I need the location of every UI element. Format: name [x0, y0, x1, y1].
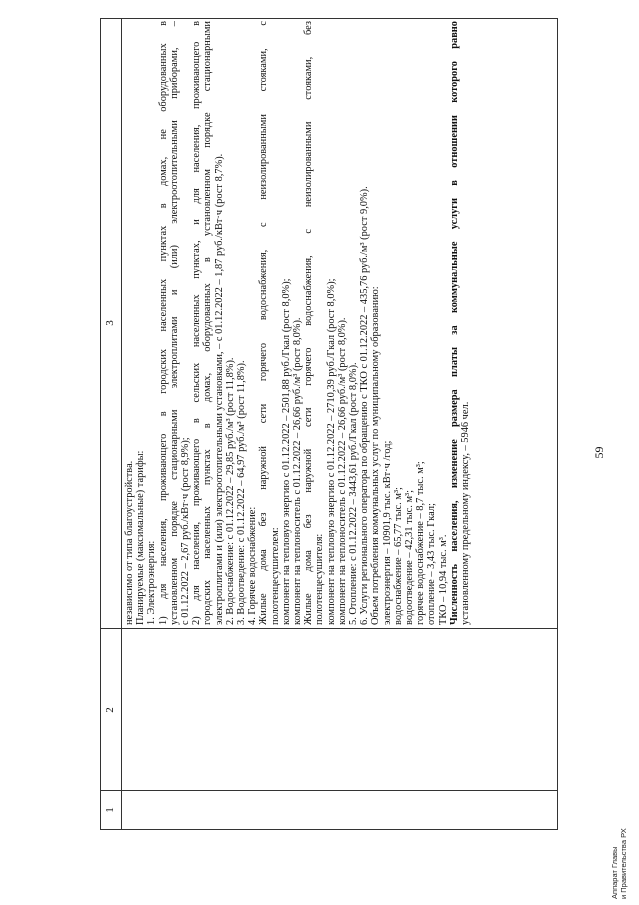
stamp-line: и Правительства РХ — [619, 828, 628, 899]
text-line: Объем потребления коммунальных услуг по муниципальному образованию: — [370, 286, 382, 625]
text-line: Жилые дома без наружной сети горячего водоснабжения, с неизолированными стояками, без — [303, 21, 315, 625]
text-line: компонент на тепловую энергию с 01.12.2022 – 2501,88 руб./Гкал (рост 8,0%); — [280, 278, 292, 625]
column-divider — [101, 790, 557, 791]
text-line: 5. Отопление: с 01.12.2022 – 3443,61 руб./Гкал (рост 8,0%). — [348, 362, 360, 625]
text-line: установленном порядке стационарными электроплитами и (или) электроотопительными приборами, – — [168, 21, 180, 625]
text-line: независимо от типа благоустройства. — [124, 460, 135, 625]
text-line: с 01.12.2022 – 2,67 руб./кВт·ч (рост 8,9%); — [180, 437, 192, 625]
text-line: установленному предельному индексу, – 5946 чел. — [460, 401, 472, 625]
text-line: 3. Водоотведение: с 01.12.2022 – 64,97 руб./м³ (рост 11,8%). — [236, 360, 248, 625]
text-line: Планируемые (максимальные) тарифы: — [135, 450, 147, 625]
cell-text-column-3 — [124, 21, 471, 625]
tariff-table — [100, 18, 558, 830]
text-line: отопление – 3,43 тыс. Гкал; — [426, 503, 438, 625]
text-line: Жилые дома без наружной сети горячего водоснабжения, с неизолированными стояками, с — [258, 21, 270, 625]
text-line: водоснабжение – 65,77 тыс. м³; — [392, 487, 404, 625]
text-line: компонент на теплоноситель с 01.12.2022 – 26,66 руб./м³ (рост 8,0%). — [336, 317, 348, 625]
text-line: полотенцесушителем: — [269, 527, 281, 625]
column-header-1: 1 — [104, 807, 116, 813]
text-line: 2) для населения, проживающего в сельских населенных пунктах, и для населения, проживающего в — [191, 21, 203, 625]
text-line: 1. Электроэнергия: — [146, 540, 158, 625]
column-header-2: 2 — [104, 707, 116, 713]
text-line: ТКО – 10,94 тыс. м³. — [437, 534, 449, 625]
text-line: 1) для населения, проживающего в городских населенных пунктах в домах, не оборудованных в — [157, 21, 169, 625]
text-line: электроплитами и (или) электроотопительными установками, – с 01.12.2022 – 1,87 руб./кВт·ч (рост 8,7%). — [213, 153, 225, 625]
text-line: компонент на теплоноситель с 01.12.2022 – 26,66 руб./м³ (рост 8,0%). — [292, 317, 304, 625]
text-line: городских населенных пунктах в домах, оборудованных в установленном порядке стационарными — [202, 21, 214, 625]
text-line: 2. Водоснабжение: с 01.12.2022 – 29,85 руб./м³ (рост 11,8%). — [224, 357, 236, 625]
text-line: электроэнергия – 10901,9 тыс. кВт·ч /год; — [381, 440, 393, 625]
stamp-line: Аппарат Главы — [610, 846, 619, 899]
text-line: 6. Услуги регионального оператора по обращению с ТКО с 01.12.2022 – 435,76 руб./м³ (рост 9,0%). — [359, 186, 371, 625]
page-number: 59 — [592, 446, 606, 459]
column-divider — [101, 628, 557, 629]
text-line: горячее водоснабжение – 8,7 тыс. м³; — [415, 461, 427, 625]
column-header-3: 3 — [104, 320, 116, 326]
text-line: водоотведение – 42,31 тыс. м³; — [404, 489, 416, 625]
text-line: Численность населения, изменение размера платы за коммунальные услуги в отношении которого равно — [448, 21, 460, 625]
text-line: 4. Горячее водоснабжение: — [247, 506, 259, 625]
text-line: полотенцесушителя: — [314, 533, 326, 625]
office-stamp — [610, 828, 628, 899]
text-line: компонент на тепловую энергию с 01.12.2022 – 2710,39 руб./Гкал (рост 8,0%); — [325, 278, 337, 625]
